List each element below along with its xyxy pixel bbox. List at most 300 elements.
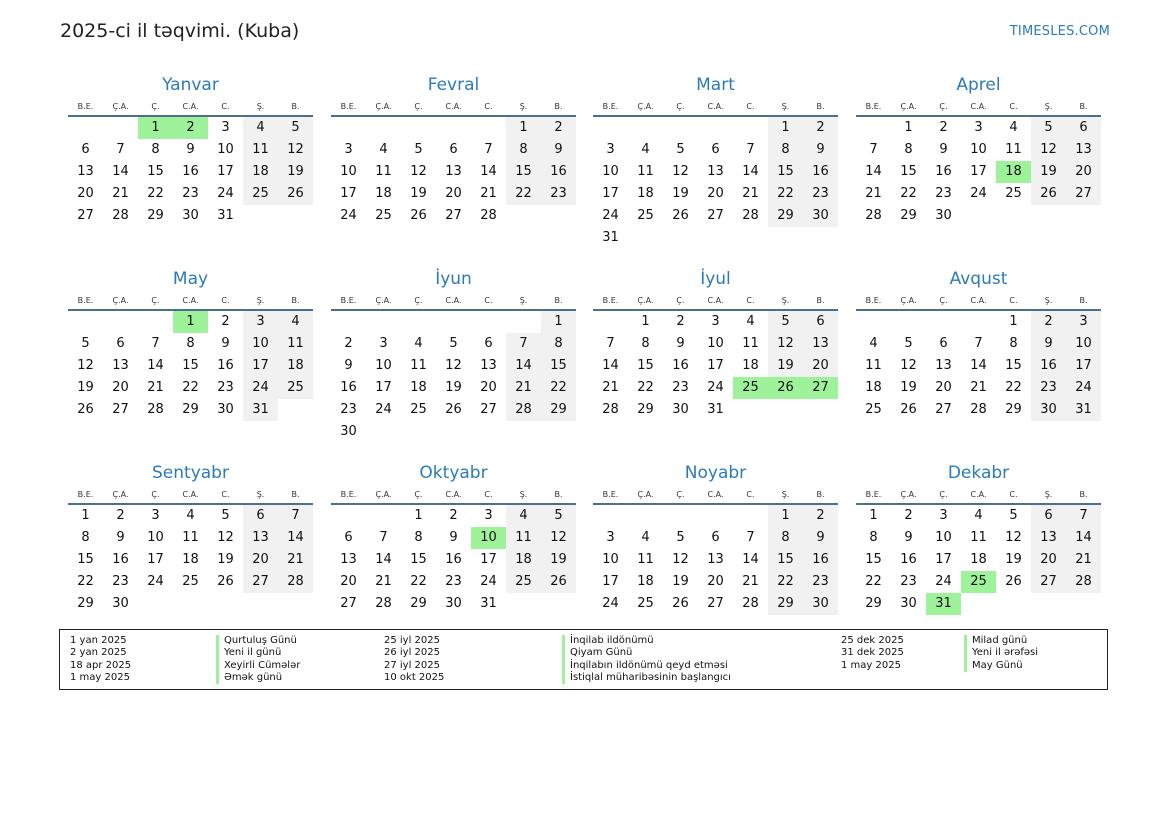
- empty-cell: [243, 205, 278, 227]
- empty-cell: [138, 593, 173, 615]
- weekday-label: Ç.A.: [375, 490, 392, 499]
- day-cell: 25: [375, 208, 392, 223]
- legend-holiday-name: Xeyirli Cümələr: [216, 660, 300, 672]
- day-cell: 6: [81, 142, 90, 157]
- day-cell: 21: [602, 380, 619, 395]
- day-cell: 29: [637, 402, 654, 417]
- month-10: [331, 462, 576, 615]
- day-cell: 16: [182, 164, 199, 179]
- day-cell: 25: [637, 208, 654, 223]
- day-cell: 9: [803, 139, 838, 161]
- day-cell: 12: [278, 139, 313, 161]
- empty-cell: [663, 505, 698, 527]
- day-cell: 28: [506, 399, 541, 421]
- day-cell: 23: [803, 571, 838, 593]
- day-cell: 14: [112, 164, 129, 179]
- weekday-label: B.: [554, 490, 563, 499]
- weekday-label: B.: [554, 102, 563, 111]
- week-row: [68, 377, 313, 399]
- day-cell: 16: [672, 358, 689, 373]
- week-row: [68, 333, 313, 355]
- month-12: [856, 462, 1101, 615]
- empty-cell: [243, 593, 278, 615]
- empty-cell: [471, 311, 506, 333]
- legend-dates-col-3: [841, 635, 904, 672]
- day-cell: 30: [182, 208, 199, 223]
- day-cell: 28: [112, 208, 129, 223]
- empty-cell: [331, 117, 366, 139]
- weekday-header: [593, 290, 838, 311]
- month-3: [593, 74, 838, 249]
- day-cell: 24: [602, 208, 619, 223]
- day-cell: 6: [803, 311, 838, 333]
- day-cell: 30: [900, 596, 917, 611]
- day-cell: 6: [116, 336, 125, 351]
- day-cell: 17: [375, 380, 392, 395]
- day-cell: 17: [243, 355, 278, 377]
- day-cell: 31: [602, 230, 619, 245]
- day-cell: 27: [77, 208, 94, 223]
- empty-cell: [663, 117, 698, 139]
- week-row: [593, 205, 838, 227]
- week-row: [593, 399, 838, 421]
- day-cell: 18: [243, 161, 278, 183]
- day-cell: 19: [672, 574, 689, 589]
- weekday-label: C.: [746, 102, 755, 111]
- weekday-label: Ş.: [519, 490, 528, 499]
- day-cell: 27: [243, 571, 278, 593]
- day-cell: 26: [217, 574, 234, 589]
- day-cell: 8: [1009, 336, 1018, 351]
- day-cell: 17: [480, 552, 497, 567]
- day-cell: 16: [803, 549, 838, 571]
- day-cell: 12: [768, 333, 803, 355]
- day-cell: 1: [904, 120, 913, 135]
- weekday-header: [331, 290, 576, 311]
- day-cell: 26: [900, 402, 917, 417]
- day-cell: 17: [1066, 355, 1101, 377]
- weekday-label: Ç.: [414, 296, 423, 305]
- empty-cell: [663, 227, 698, 249]
- weekday-label: Ç.: [151, 490, 160, 499]
- empty-cell: [856, 311, 891, 333]
- week-row: [856, 311, 1101, 333]
- day-cell: 11: [865, 358, 882, 373]
- legend-holiday-name: Əmək günü: [216, 672, 300, 684]
- day-cell: 22: [900, 186, 917, 201]
- empty-cell: [926, 311, 961, 333]
- day-cell: 3: [711, 314, 720, 329]
- weekday-label: C.A.: [445, 102, 462, 111]
- day-cell: 4: [641, 530, 650, 545]
- weekday-label: B.: [554, 296, 563, 305]
- day-cell: 15: [77, 552, 94, 567]
- day-cell: 3: [243, 311, 278, 333]
- day-cell: 16: [112, 552, 129, 567]
- day-cell: 19: [672, 186, 689, 201]
- day-cell: 21: [865, 186, 882, 201]
- day-cell: 27: [1066, 183, 1101, 205]
- day-cell: 21: [375, 574, 392, 589]
- day-cell: 30: [1031, 399, 1066, 421]
- day-cell: 24: [340, 208, 357, 223]
- day-cell: 15: [865, 552, 882, 567]
- empty-cell: [278, 593, 313, 615]
- day-cell: 2: [803, 117, 838, 139]
- day-cell: 29: [768, 205, 803, 227]
- week-row: [593, 355, 838, 377]
- day-cell: 5: [676, 142, 685, 157]
- empty-cell: [541, 205, 576, 227]
- day-cell: 18: [410, 380, 427, 395]
- day-cell: 3: [606, 530, 615, 545]
- week-row: [68, 183, 313, 205]
- day-cell: 10: [1066, 333, 1101, 355]
- day-cell: 29: [182, 402, 199, 417]
- day-cell: 14: [1066, 527, 1101, 549]
- day-cell: 23: [803, 183, 838, 205]
- day-cell: 17: [147, 552, 164, 567]
- day-cell: 4: [1009, 120, 1018, 135]
- week-row: [856, 593, 1101, 615]
- weekday-label: B.: [291, 102, 300, 111]
- day-cell: 13: [480, 358, 497, 373]
- month-name: Fevral: [427, 75, 480, 95]
- weekday-label: Ç.A.: [112, 296, 129, 305]
- empty-cell: [593, 311, 628, 333]
- month-name: Dekabr: [947, 463, 1010, 483]
- month-11: [593, 462, 838, 615]
- week-row: [331, 311, 576, 333]
- day-cell: 1: [1009, 314, 1018, 329]
- day-cell: 23: [445, 574, 462, 589]
- empty-cell: [1031, 593, 1066, 615]
- weekday-header: [68, 96, 313, 117]
- week-row: [856, 549, 1101, 571]
- week-row: [331, 571, 576, 593]
- day-cell: 7: [278, 505, 313, 527]
- day-cell: 31: [926, 593, 961, 615]
- day-cell: 8: [186, 336, 195, 351]
- weekday-label: Ç.A.: [112, 490, 129, 499]
- day-cell: 10: [471, 527, 506, 549]
- week-row: [856, 139, 1101, 161]
- month-2: [331, 74, 576, 227]
- day-cell: 4: [869, 336, 878, 351]
- day-cell: 1: [641, 314, 650, 329]
- day-cell: 23: [935, 186, 952, 201]
- day-cell: 25: [506, 571, 541, 593]
- day-cell: 14: [865, 164, 882, 179]
- month-name: Aprel: [956, 75, 1001, 95]
- day-cell: 27: [1031, 571, 1066, 593]
- day-cell: 12: [217, 530, 234, 545]
- day-cell: 13: [1031, 527, 1066, 549]
- empty-cell: [961, 593, 996, 615]
- day-cell: 20: [340, 574, 357, 589]
- day-cell: 20: [243, 549, 278, 571]
- empty-cell: [506, 593, 541, 615]
- day-cell: 28: [1066, 571, 1101, 593]
- month-name: Mart: [696, 75, 735, 95]
- weekday-label: Ç.A.: [637, 102, 654, 111]
- day-cell: 2: [939, 120, 948, 135]
- day-cell: 29: [1005, 402, 1022, 417]
- day-cell: 10: [217, 142, 234, 157]
- empty-cell: [1066, 205, 1101, 227]
- weekday-header: [68, 484, 313, 505]
- day-cell: 18: [506, 549, 541, 571]
- week-row: [593, 549, 838, 571]
- day-cell: 20: [1031, 549, 1066, 571]
- day-cell: 28: [742, 208, 759, 223]
- day-cell: 9: [116, 530, 125, 545]
- weekday-label: C.A.: [970, 296, 987, 305]
- weekday-label: C.A.: [707, 102, 724, 111]
- day-cell: 2: [541, 117, 576, 139]
- day-cell: 6: [711, 530, 720, 545]
- legend-dates-col-1: [70, 635, 131, 684]
- empty-cell: [366, 421, 401, 443]
- day-cell: 30: [672, 402, 689, 417]
- day-cell: 12: [77, 358, 94, 373]
- empty-cell: [278, 399, 313, 421]
- day-cell: 3: [379, 336, 388, 351]
- day-cell: 12: [1005, 530, 1022, 545]
- day-cell: 20: [445, 186, 462, 201]
- day-cell: 10: [243, 333, 278, 355]
- day-cell: 1: [173, 311, 208, 333]
- weekday-label: Ç.: [414, 102, 423, 111]
- day-cell: 18: [278, 355, 313, 377]
- week-row: [593, 333, 838, 355]
- empty-cell: [331, 505, 366, 527]
- day-cell: 5: [1009, 508, 1018, 523]
- day-cell: 27: [445, 208, 462, 223]
- day-cell: 4: [379, 142, 388, 157]
- day-cell: 28: [375, 596, 392, 611]
- day-cell: 18: [865, 380, 882, 395]
- day-cell: 16: [445, 552, 462, 567]
- weekday-label: Ç.A.: [637, 296, 654, 305]
- day-cell: 8: [768, 527, 803, 549]
- day-cell: 13: [707, 164, 724, 179]
- empty-cell: [103, 311, 138, 333]
- empty-cell: [366, 311, 401, 333]
- day-cell: 30: [803, 205, 838, 227]
- day-cell: 14: [742, 164, 759, 179]
- day-cell: 2: [344, 336, 353, 351]
- day-cell: 1: [81, 508, 90, 523]
- week-row: [593, 527, 838, 549]
- week-row: [856, 399, 1101, 421]
- day-cell: 13: [112, 358, 129, 373]
- day-cell: 23: [1031, 377, 1066, 399]
- weekday-header: [856, 484, 1101, 505]
- week-row: [68, 117, 313, 139]
- weekday-label: Ç.: [151, 102, 160, 111]
- day-cell: 6: [711, 142, 720, 157]
- day-cell: 30: [112, 596, 129, 611]
- weekday-label: B.: [291, 490, 300, 499]
- day-cell: 21: [742, 186, 759, 201]
- day-cell: 7: [974, 336, 983, 351]
- week-row: [68, 571, 313, 593]
- day-cell: 7: [746, 142, 755, 157]
- month-name: İyun: [435, 269, 472, 289]
- weekday-label: Ş.: [519, 296, 528, 305]
- weekday-label: Ç.: [676, 296, 685, 305]
- empty-cell: [541, 593, 576, 615]
- day-cell: 12: [672, 164, 689, 179]
- day-cell: 31: [1066, 399, 1101, 421]
- day-cell: 10: [970, 142, 987, 157]
- week-row: [593, 311, 838, 333]
- empty-cell: [278, 205, 313, 227]
- month-9: [68, 462, 313, 615]
- day-cell: 26: [672, 596, 689, 611]
- empty-cell: [436, 311, 471, 333]
- day-cell: 11: [410, 358, 427, 373]
- day-cell: 5: [221, 508, 230, 523]
- day-cell: 3: [606, 142, 615, 157]
- day-cell: 25: [410, 402, 427, 417]
- page-title: 2025-ci il təqvimi. (Kuba): [60, 20, 300, 42]
- site-link[interactable]: TIMESLES.COM: [1009, 24, 1110, 39]
- day-cell: 24: [480, 574, 497, 589]
- week-row: [331, 205, 576, 227]
- day-cell: 20: [480, 380, 497, 395]
- weekday-header: [856, 290, 1101, 311]
- day-cell: 27: [707, 208, 724, 223]
- day-cell: 30: [803, 593, 838, 615]
- legend-date: 18 apr 2025: [70, 659, 132, 671]
- day-cell: 8: [81, 530, 90, 545]
- day-cell: 2: [803, 505, 838, 527]
- day-cell: 1: [768, 505, 803, 527]
- day-cell: 2: [904, 508, 913, 523]
- day-cell: 23: [217, 380, 234, 395]
- day-cell: 18: [637, 186, 654, 201]
- month-4: [856, 74, 1101, 227]
- empty-cell: [331, 311, 366, 333]
- week-row: [856, 183, 1101, 205]
- day-cell: 18: [970, 552, 987, 567]
- day-cell: 23: [112, 574, 129, 589]
- week-row: [68, 399, 313, 421]
- day-cell: 14: [147, 358, 164, 373]
- week-row: [331, 549, 576, 571]
- month-1: [68, 74, 313, 227]
- week-row: [593, 593, 838, 615]
- weekday-label: Ç.: [151, 296, 160, 305]
- weekday-header: [593, 484, 838, 505]
- day-cell: 19: [1005, 552, 1022, 567]
- day-cell: 9: [1031, 333, 1066, 355]
- empty-cell: [541, 421, 576, 443]
- day-cell: 10: [340, 164, 357, 179]
- day-cell: 11: [182, 530, 199, 545]
- day-cell: 1: [138, 117, 173, 139]
- day-cell: 2: [221, 314, 230, 329]
- week-row: [68, 139, 313, 161]
- week-row: [593, 571, 838, 593]
- day-cell: 22: [506, 183, 541, 205]
- weekday-header: [331, 484, 576, 505]
- holiday-legend: [59, 629, 1108, 690]
- weekday-label: Ş.: [781, 296, 790, 305]
- week-row: [593, 161, 838, 183]
- weekday-label: B.E.: [340, 102, 357, 111]
- week-row: [331, 333, 576, 355]
- day-cell: 11: [506, 527, 541, 549]
- weekday-label: C.: [1009, 296, 1018, 305]
- day-cell: 31: [707, 402, 724, 417]
- day-cell: 22: [637, 380, 654, 395]
- day-cell: 11: [278, 333, 313, 355]
- day-cell: 31: [217, 208, 234, 223]
- weekday-label: B.E.: [602, 296, 619, 305]
- day-cell: 28: [480, 208, 497, 223]
- day-cell: 30: [445, 596, 462, 611]
- day-cell: 5: [414, 142, 423, 157]
- empty-cell: [401, 421, 436, 443]
- day-cell: 19: [445, 380, 462, 395]
- day-cell: 15: [900, 164, 917, 179]
- day-cell: 24: [970, 186, 987, 201]
- weekday-label: C.: [484, 296, 493, 305]
- day-cell: 18: [182, 552, 199, 567]
- day-cell: 5: [449, 336, 458, 351]
- weekday-label: B.E.: [865, 296, 882, 305]
- empty-cell: [506, 311, 541, 333]
- day-cell: 21: [970, 380, 987, 395]
- day-cell: 25: [243, 183, 278, 205]
- day-cell: 8: [414, 530, 423, 545]
- weekday-label: Ş.: [256, 102, 265, 111]
- day-cell: 28: [970, 402, 987, 417]
- week-row: [856, 377, 1101, 399]
- legend-holiday-name: Yeni il günü: [216, 647, 300, 659]
- day-cell: 15: [182, 358, 199, 373]
- day-cell: 29: [768, 593, 803, 615]
- week-row: [68, 527, 313, 549]
- day-cell: 28: [278, 571, 313, 593]
- day-cell: 4: [278, 311, 313, 333]
- day-cell: 30: [217, 402, 234, 417]
- day-cell: 1: [768, 117, 803, 139]
- month-name: İyul: [700, 269, 731, 289]
- legend-holiday-name: İnqilab ildönümü: [562, 635, 731, 647]
- day-cell: 26: [1031, 183, 1066, 205]
- week-row: [68, 549, 313, 571]
- day-cell: 7: [746, 530, 755, 545]
- week-row: [68, 505, 313, 527]
- empty-cell: [733, 117, 768, 139]
- week-row: [68, 161, 313, 183]
- day-cell: 15: [147, 164, 164, 179]
- week-row: [856, 205, 1101, 227]
- day-cell: 16: [217, 358, 234, 373]
- legend-date: 25 dek 2025: [841, 635, 904, 646]
- weekday-label: C.: [1009, 102, 1018, 111]
- day-cell: 3: [221, 120, 230, 135]
- day-cell: 10: [707, 336, 724, 351]
- day-cell: 16: [541, 161, 576, 183]
- day-cell: 29: [77, 596, 94, 611]
- legend-names-col-3: [964, 635, 1038, 672]
- day-cell: 18: [742, 358, 759, 373]
